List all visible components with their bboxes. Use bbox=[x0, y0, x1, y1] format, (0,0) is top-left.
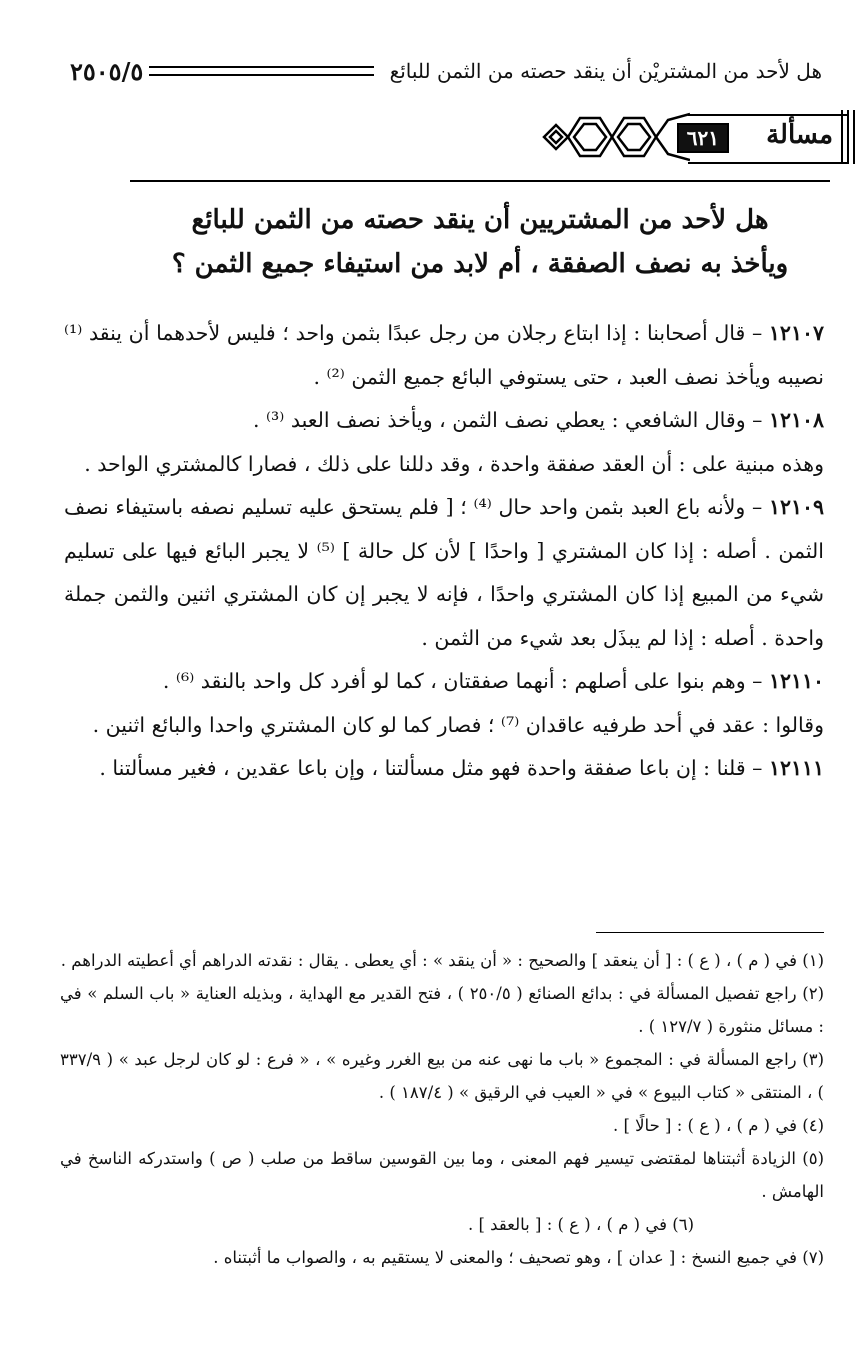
footnote-7: (٧) في جميع النسخ : [ عدان ] ، وهو تصحيف ؛ والمعنى لا يستقيم به ، والصواب ما أثبتناه . bbox=[213, 1248, 824, 1267]
paragraph-12110 bbox=[64, 660, 824, 704]
paragraph-number: ١٢١٠٩ bbox=[768, 495, 824, 519]
body-text bbox=[64, 312, 824, 791]
paragraph-text: – ولأنه باع العبد بثمن واحد حال ⁽⁴⁾ ؛ [ فلم يستحق عليه تسليم نصفه باستيفاء نصف الثمن . أصله : إذا كان المشتري [ واحدًا ] لأن كل حالة ] ⁽⁵⁾ لا يجبر البائع فيها على تسليم شيء من المبيع إذا كان المشتري واحدًا ، فإنه لا يجبر إن كان المشتري اثنين والثمن جملة واحدة . أصله : إذا لم يبذَل بعد شيء من الثمن . bbox=[64, 495, 824, 650]
masala-heading bbox=[540, 108, 855, 166]
paragraph-text: – قلنا : إن باعا صفقة واحدة فهو مثل مسألتنا ، وإن باعا عقدين ، فغير مسألتنا . bbox=[99, 756, 763, 780]
paragraph-text: – قال أصحابنا : إذا ابتاع رجلان من رجل عبدًا بثمن واحد ؛ فليس لأحدهما أن ينقد ⁽¹⁾ نصيبه ويأخذ نصف العبد ، حتى يستوفي البائع جميع الثمن ⁽²⁾ . bbox=[64, 321, 824, 389]
paragraph-12111 bbox=[64, 747, 824, 791]
running-header bbox=[70, 54, 822, 88]
paragraph-continuation: وهذه مبنية على : أن العقد صفقة واحدة ، وقد دللنا على ذلك ، فصارا كالمشتري الواحد . bbox=[84, 451, 824, 476]
page-reference: ٢٥٠٥/٥ bbox=[70, 56, 144, 86]
paragraph-text: – وقال الشافعي : يعطي نصف الثمن ، ويأخذ نصف العبد ⁽³⁾ . bbox=[252, 408, 763, 432]
paragraph-text: – وهم بنوا على أصلهم : أنهما صفقتان ، كما لو أفرد كل واحد بالنقد ⁽⁶⁾ . bbox=[162, 669, 763, 693]
title-line-1: هل لأحد من المشتريين أن ينقد حصته من الثمن للبائع bbox=[191, 205, 769, 235]
running-title: هل لأحد من المشتريْن أن ينقد حصته من الثمن للبائع bbox=[389, 59, 822, 83]
paragraph-12107 bbox=[64, 312, 824, 399]
ornament-icon bbox=[540, 108, 690, 166]
paragraph-continuation: وقالوا : عقد في أحد طرفيه عاقدان ⁽⁷⁾ ؛ فصار كما لو كان المشتري واحدا والبائع اثنين . bbox=[92, 712, 824, 737]
paragraph-number: ١٢١٠٨ bbox=[768, 408, 824, 432]
question-title bbox=[130, 180, 830, 286]
paragraph-number: ١٢١١٠ bbox=[768, 669, 824, 693]
footnote-6: (٦) في ( م ) ، ( ع ) : [ بالعقد ] . bbox=[467, 1215, 694, 1234]
paragraph-number: ١٢١١١ bbox=[768, 756, 824, 780]
heading-bars bbox=[841, 110, 855, 164]
footnote-1: (١) في ( م ) ، ( ع ) : [ أن ينعقد ] والصحيح : « أن ينقد » : أي يعطى . يقال : نقدته الدراهم أي أعطيته الدراهم . bbox=[60, 951, 824, 970]
masala-number: ٦٢١ bbox=[677, 123, 729, 153]
paragraph-number: ١٢١٠٧ bbox=[768, 321, 824, 345]
paragraph-12109 bbox=[64, 486, 824, 660]
masala-label: مسألة bbox=[766, 120, 833, 150]
footnote-5: (٥) الزيادة أثبتناها لمقتضى تيسير فهم المعنى ، وما بين القوسين ساقط من صلب ( ص ) واستدركه الناسخ في الهامش . bbox=[60, 1149, 824, 1201]
footnote-separator bbox=[596, 932, 824, 933]
footnote-3: (٣) راجع المسألة في : المجموع « باب ما نهى عنه من بيع الغرر وغيره » ، « فرع : لو كان لرجل عبد » ( ٣٣٧/٩ ) ، المنتقى « كتاب البيوع » في « العيب في الرقيق » ( ١٨٧/٤ ) . bbox=[60, 1050, 824, 1102]
footnotes bbox=[60, 944, 824, 1274]
title-line-2: ويأخذ به نصف الصفقة ، أم لابد من استيفاء جميع الثمن ؟ bbox=[171, 249, 789, 279]
footnote-4: (٤) في ( م ) ، ( ع ) : [ حالًا ] . bbox=[612, 1116, 824, 1135]
paragraph-12108 bbox=[64, 399, 824, 443]
header-double-rule bbox=[149, 66, 373, 76]
footnote-2: (٢) راجع تفصيل المسألة في : بدائع الصنائع ( ٢٥٠/٥ ) ، فتح القدير مع الهداية ، وبذيله العناية « باب السلم » في : مسائل منثورة ( ١٢٧/٧ ) . bbox=[60, 984, 824, 1036]
